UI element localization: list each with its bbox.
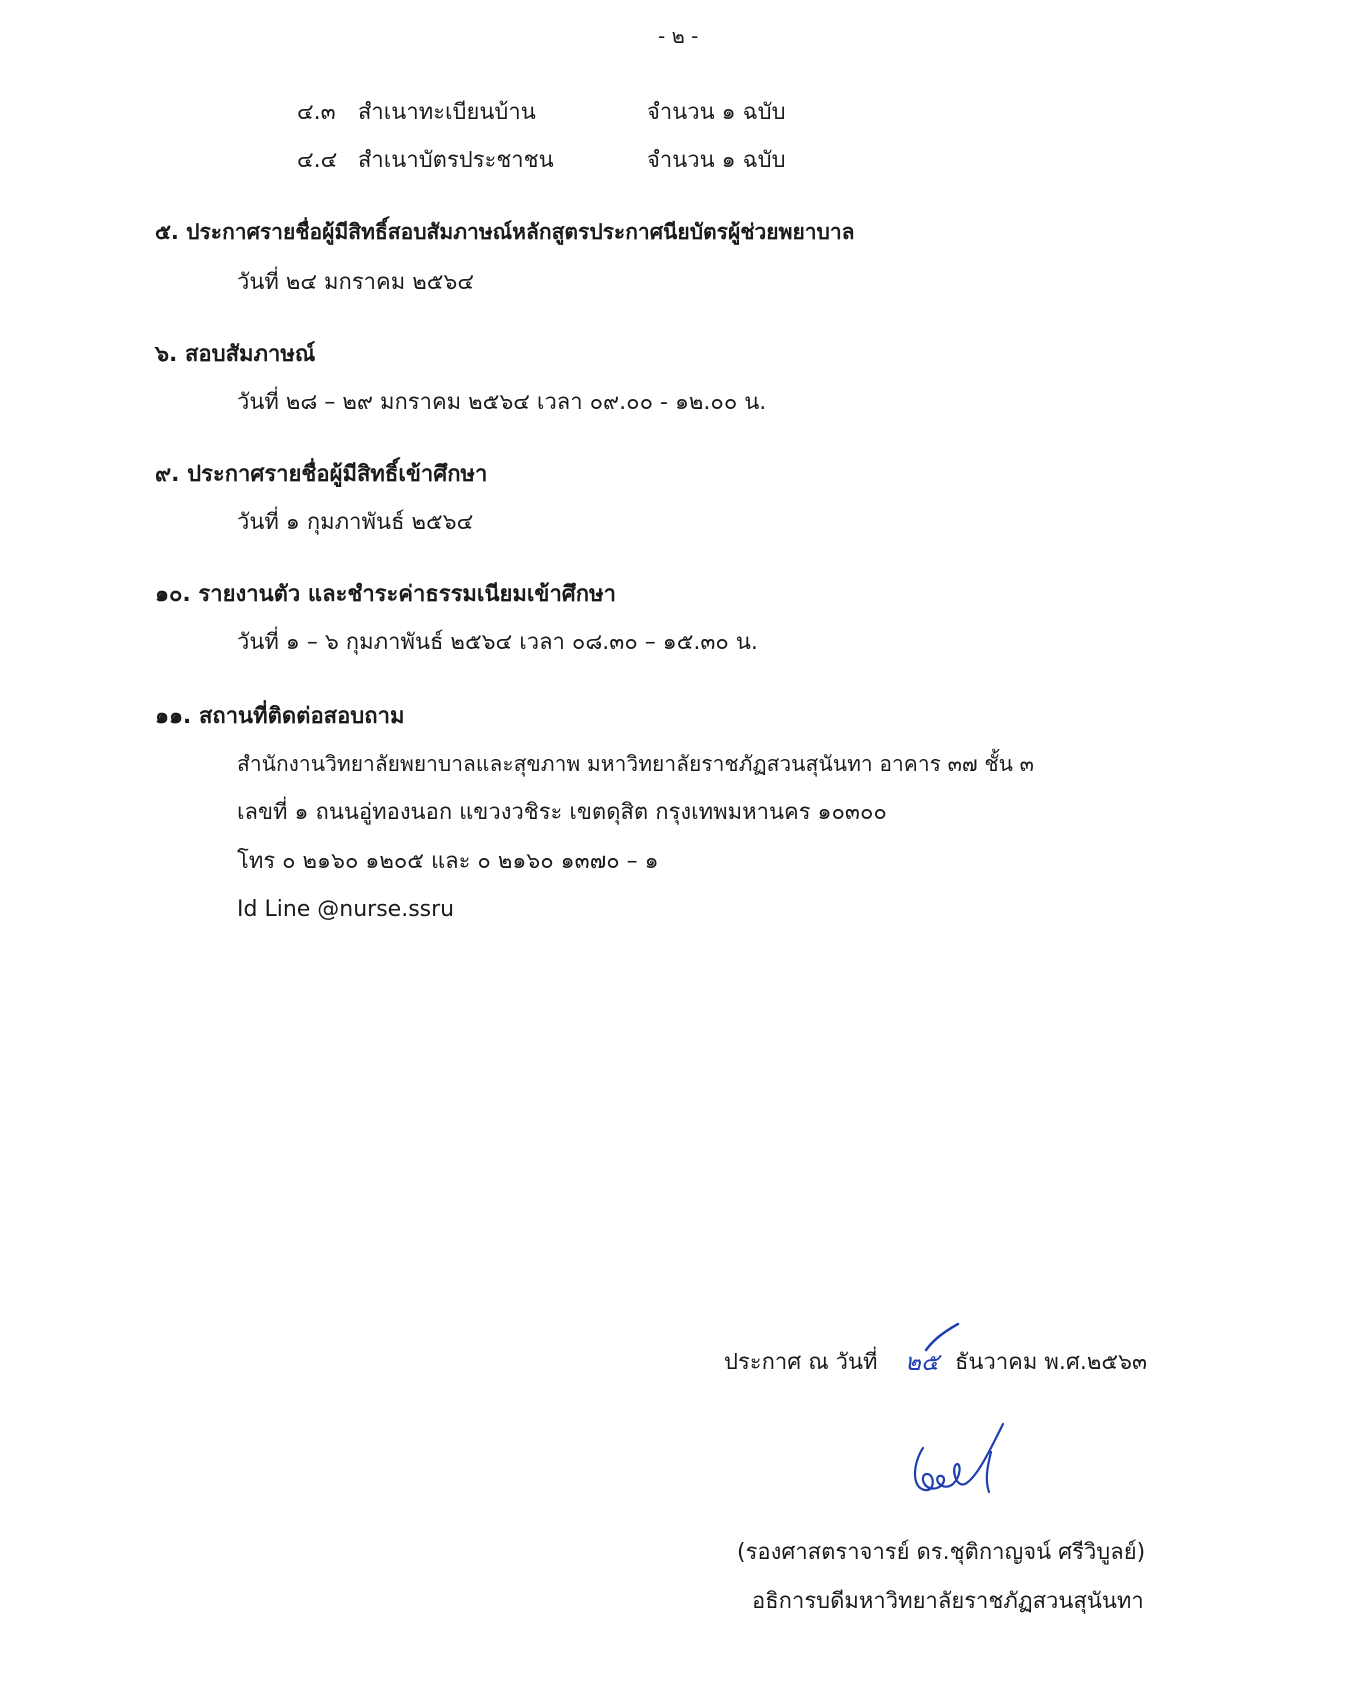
contact-phone-line: โทร ๐ ๒๑๖๐ ๑๒๐๕ และ ๐ ๒๑๖๐ ๑๓๗๐ – ๑ xyxy=(237,849,659,874)
announcement-day: ๒๕ xyxy=(905,1348,939,1376)
announcement-month-year: ธันวาคม พ.ศ.๒๕๖๓ xyxy=(955,1350,1147,1375)
doc-item-quantity: จำนวน ๑ ฉบับ xyxy=(647,100,786,125)
pen-check-mark xyxy=(922,1322,962,1362)
section-detail: วันที่ ๑ กุมภาพันธ์ ๒๕๖๔ xyxy=(237,510,474,535)
handwritten-signature xyxy=(905,1418,1015,1508)
doc-item-name: สำเนาทะเบียนบ้าน xyxy=(358,100,536,125)
section-detail: วันที่ ๑ – ๖ กุมภาพันธ์ ๒๕๖๔ เวลา ๐๘.๓๐ – ๑๕.๓๐ น. xyxy=(237,630,758,655)
doc-item-number: ๔.๓ xyxy=(297,100,336,125)
section-heading: ๙. ประกาศรายชื่อผู้มีสิทธิ์เข้าศึกษา xyxy=(155,462,488,487)
section-detail: วันที่ ๒๔ มกราคม ๒๕๖๔ xyxy=(237,270,475,295)
contact-line-id: Id Line @nurse.ssru xyxy=(237,897,455,922)
signatory-title: อธิการบดีมหาวิทยาลัยราชภัฏสวนสุนันทา xyxy=(752,1589,1144,1614)
announcement-prefix: ประกาศ ณ วันที่ xyxy=(724,1350,878,1375)
contact-address-line: เลขที่ ๑ ถนนอู่ทองนอก แขวงวชิระ เขตดุสิต กรุงเทพมหานคร ๑๐๓๐๐ xyxy=(237,800,887,825)
section-detail: วันที่ ๒๘ – ๒๙ มกราคม ๒๕๖๔ เวลา ๐๙.๐๐ - ๑๒.๐๐ น. xyxy=(237,390,767,415)
section-heading: ๑๐. รายงานตัว และชำระค่าธรรมเนียมเข้าศึกษา xyxy=(155,582,616,607)
doc-item-quantity: จำนวน ๑ ฉบับ xyxy=(647,148,786,173)
section-heading: ๕. ประกาศรายชื่อผู้มีสิทธิ์สอบสัมภาษณ์หลักสูตรประกาศนียบัตรผู้ช่วยพยาบาล xyxy=(155,220,855,244)
contact-office-line: สำนักงานวิทยาลัยพยาบาลและสุขภาพ มหาวิทยาลัยราชภัฏสวนสุนันทา อาคาร ๓๗ ชั้น ๓ xyxy=(237,752,1035,776)
signatory-name: (รองศาสตราจารย์ ดร.ชุติกาญจน์ ศรีวิบูลย์) xyxy=(737,1540,1146,1565)
page-number: - ๒ - xyxy=(658,24,699,48)
section-heading: ๖. สอบสัมภาษณ์ xyxy=(155,342,316,367)
contact-heading: ๑๑. สถานที่ติดต่อสอบถาม xyxy=(155,704,405,729)
doc-item-name: สำเนาบัตรประชาชน xyxy=(358,148,554,173)
doc-item-number: ๔.๔ xyxy=(297,148,338,173)
